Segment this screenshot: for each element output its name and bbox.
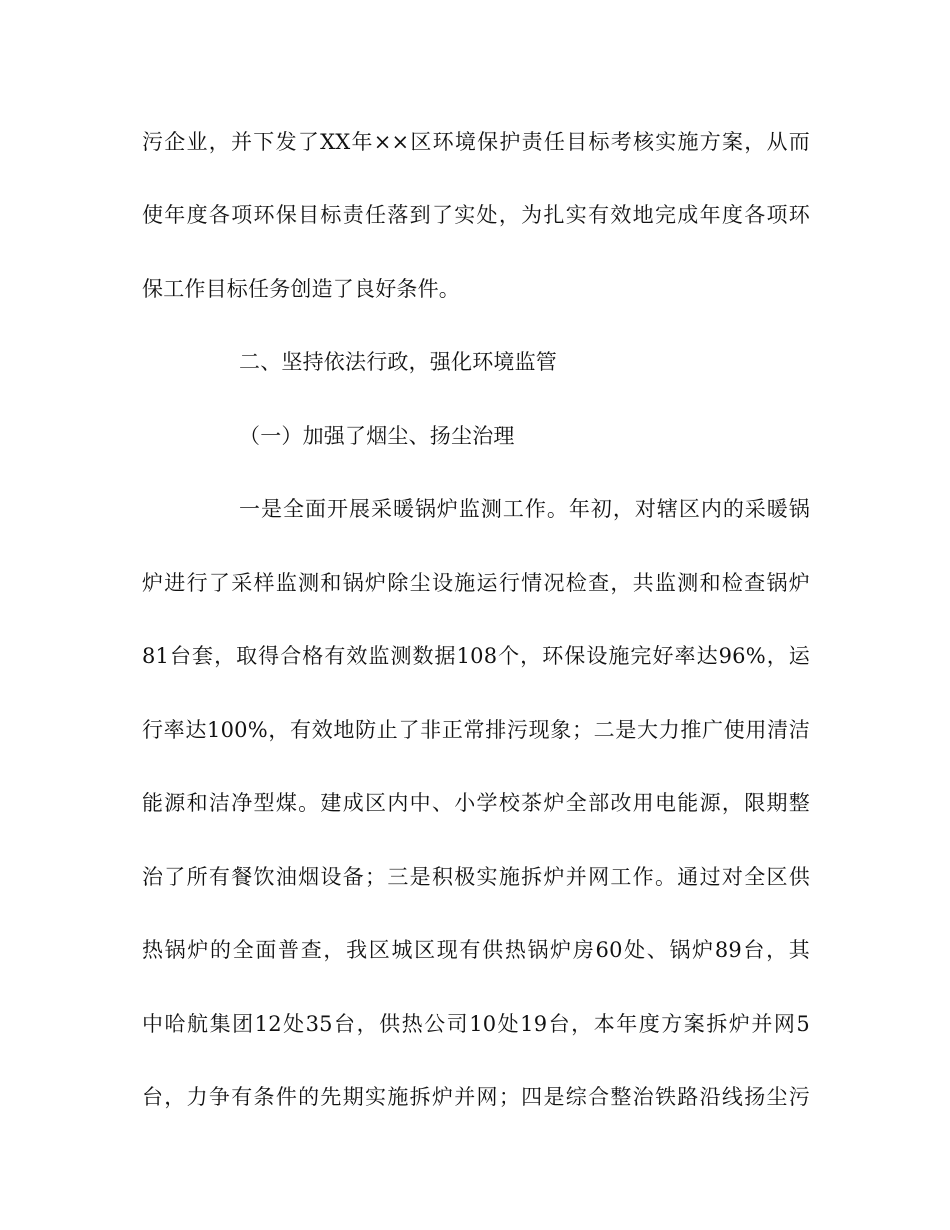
body-text-line: 污企业，并下发了XX年××区环境保护责任目标考核实施方案，从而 xyxy=(142,130,810,154)
subsection-heading: （一）加强了烟尘、扬尘治理 xyxy=(239,424,515,448)
body-text-line: 81台套，取得合格有效监测数据108个，环保设施完好率达96%，运 xyxy=(142,644,810,668)
body-text-line: 台，力争有条件的先期实施拆炉并网；四是综合整治铁路沿线扬尘污 xyxy=(142,1085,810,1109)
section-heading: 二、坚持依法行政，强化环境监管 xyxy=(239,350,557,374)
body-text-line: 炉进行了采样监测和锅炉除尘设施运行情况检查，共监测和检查锅炉 xyxy=(142,571,810,595)
body-text-line: 能源和洁净型煤。建成区内中、小学校茶炉全部改用电能源，限期整 xyxy=(142,791,810,815)
body-text-line: 热锅炉的全面普查，我区城区现有供热锅炉房60处、锅炉89台，其 xyxy=(142,938,810,962)
body-text-line: 治了所有餐饮油烟设备；三是积极实施拆炉并网工作。通过对全区供 xyxy=(142,865,810,889)
body-text-line: 中哈航集团12处35台，供热公司10处19台，本年度方案拆炉并网5 xyxy=(142,1012,810,1036)
body-text-line: 行率达100%，有效地防止了非正常排污现象；二是大力推广使用清洁 xyxy=(142,718,810,742)
body-text-line: 保工作目标任务创造了良好条件。 xyxy=(142,277,460,301)
body-text-line: 使年度各项环保目标责任落到了实处，为扎实有效地完成年度各项环 xyxy=(142,203,810,227)
paragraph-first-line: 一是全面开展采暖锅炉监测工作。年初，对辖区内的采暖锅 xyxy=(239,497,810,521)
